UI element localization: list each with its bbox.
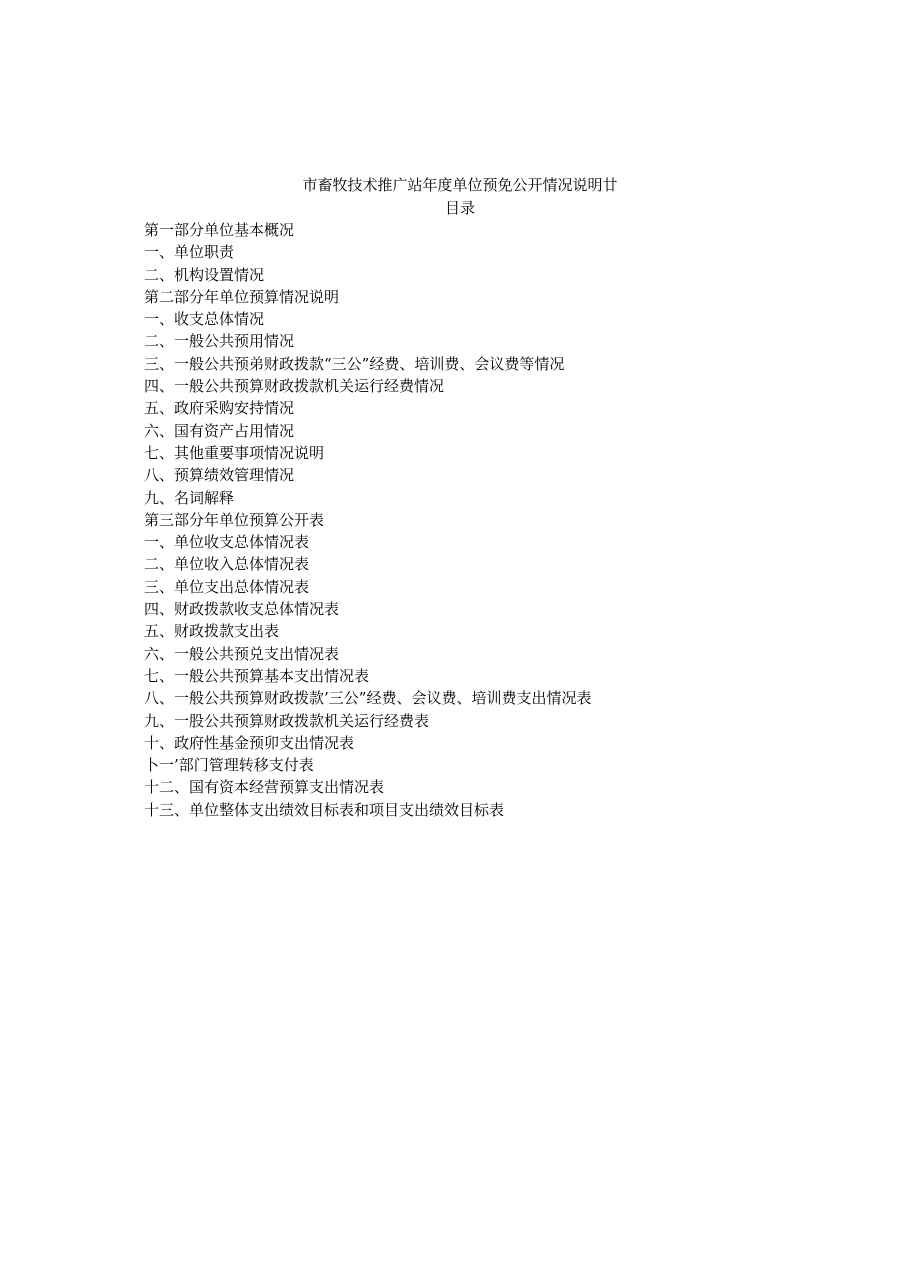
toc-item: 七、一般公共预算基本支出情况表 [144,666,370,685]
toc-item: 卜一’部门管理转移支付表 [144,756,314,775]
toc-item: 六、国有资产占用情况 [144,421,295,440]
toc-item: 八、一般公共预算财政拨款’三公”经费、会议费、培训费支出情况表 [144,689,592,708]
toc-item: 九、名词解释 [144,488,235,507]
toc-item: 二、机构设置情况 [144,265,265,284]
toc-item: 三、一般公共预弟财政拨款“三公”经费、培训费、会议费等情况 [144,354,565,373]
toc-item: 第一部分单位基本概况 [144,221,295,239]
toc-item: 第三部分年单位预算公开表 [144,510,325,529]
toc-item: 八、预算绩效管理情况 [144,466,295,485]
table-of-contents [144,219,591,821]
toc-item: 四、财政拨款收支总体情况表 [144,600,340,619]
toc-item: 二、一般公共预用情况 [144,332,295,351]
toc-item: 六、一般公共预兑支出情况表 [144,644,340,663]
toc-item: 二、单位收入总体情况表 [144,555,310,574]
toc-item: 一、单位职责 [144,243,235,262]
toc-item: 一、收支总体情况 [144,310,265,329]
toc-item: 九、一股公共预算财政拨款机关运行经费表 [144,711,430,730]
toc-item: 十二、国有资本经营预算支出情况表 [144,778,385,797]
toc-item: 一、单位收支总体情况表 [144,533,310,552]
toc-item: 三、单位支出总体情况表 [144,577,310,596]
toc-item: 十三、单位整体支出绩效目标表和项目支出绩效目标表 [144,800,505,819]
toc-item: 四、一般公共预算财政拨款机关运行经费情况 [144,377,445,396]
toc-item: 七、其他重要事项情况说明 [144,443,325,462]
toc-item: 五、政府采购安持情况 [144,399,295,418]
toc-item: 五、财政拨款支出表 [144,622,280,641]
toc-item: 第二部分年单位预算情况说明 [144,287,340,306]
toc-heading: 目录 [444,199,475,217]
toc-item: 十、政府性基金预卯支出情况表 [144,733,355,752]
document-title: 市畜牧技术推广站年度单位预免公开情况说明廿 [302,176,618,194]
